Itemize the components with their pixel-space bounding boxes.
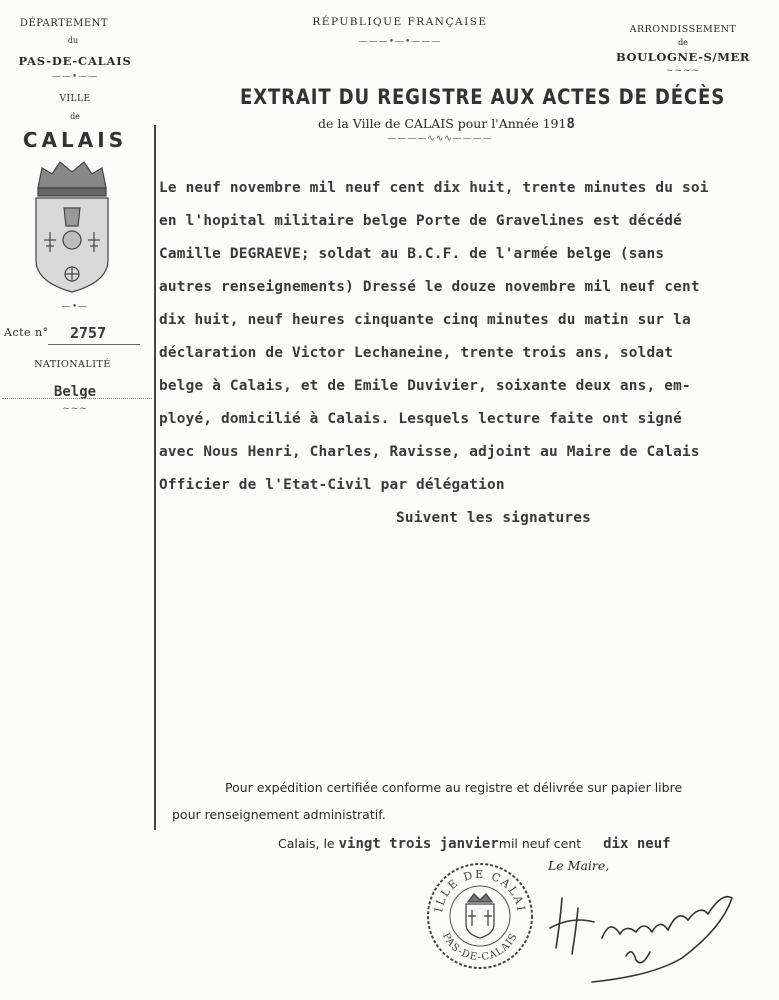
body-line: dix huit, neuf heures cinquante cinq minutes du matin sur la <box>159 312 691 328</box>
document-title: EXTRAIT DU REGISTRE AUX ACTES DE DÉCÈS <box>240 85 726 109</box>
margin-rule <box>154 125 156 830</box>
certification-line-1: Pour expédition certifiée conforme au registre et délivrée sur papier libre <box>225 780 683 795</box>
document-subtitle <box>318 116 575 132</box>
body-line: belge à Calais, et de Emile Duvivier, soixante deux ans, em- <box>159 378 691 394</box>
date-typed: vingt trois janvier <box>338 836 499 852</box>
ornament-title: ————∿∿∿———— <box>387 134 493 144</box>
departement-name: PAS-DE-CALAIS <box>18 54 132 68</box>
body-line: Officier de l'Etat-Civil par délégation <box>159 477 505 493</box>
place-prefix: Calais, le <box>278 836 335 851</box>
svg-text:PAS-DE-CALAIS <box>440 931 520 963</box>
issue-date-line <box>278 836 671 852</box>
body-line: Camille DEGRAEVE; soldat au B.C.F. de l'armée belge (sans <box>159 246 665 262</box>
body-line: ployé, domicilié à Calais. Lesquels lecture faite ont signé <box>159 411 682 427</box>
body-line: en l'hopital militaire belge Porte de Gravelines est décédé <box>159 213 682 229</box>
mayor-signature <box>532 868 752 992</box>
stamp-top-text: ILLE DE CALAI <box>432 867 528 914</box>
ornament-left-2: —•— <box>61 302 89 312</box>
nationalite-value: Belge <box>53 384 97 400</box>
le-maire-label: Le Maire, <box>548 858 610 873</box>
acte-number: 2757 <box>70 324 107 342</box>
ornament-left-3: ~~~ <box>62 404 88 414</box>
ornament-left-1: ——•—— <box>51 72 99 82</box>
mil-neuf-cent: mil neuf cent <box>498 836 582 851</box>
ville-label: VILLE <box>59 94 91 104</box>
ornament-center: ———•—•——— <box>358 37 442 47</box>
body-line: autres renseignements) Dressé le douze novembre mil neuf cent <box>159 279 700 295</box>
body-line: déclaration de Victor Lechaneine, trente trois ans, soldat <box>159 345 674 361</box>
ville-name: CALAIS <box>22 128 128 152</box>
republique-francaise: RÉPUBLIQUE FRANÇAISE <box>312 16 488 28</box>
body-line: Le neuf novembre mil neuf cent dix huit, trente minutes du soi <box>159 180 709 196</box>
year-typed: dix neuf <box>603 836 671 852</box>
nationalite-label: NATIONALITÉ <box>34 359 111 370</box>
calais-coat-of-arms <box>30 160 114 302</box>
certification-line-2: pour renseignement administratif. <box>172 807 386 822</box>
subtitle-text: de la Ville de CALAIS pour l'Année 191 <box>318 116 567 131</box>
ville-de: de <box>70 112 80 121</box>
signatures-line: Suivent les signatures <box>396 510 592 526</box>
departement-label: DÉPARTEMENT <box>19 18 109 29</box>
departement-du: du <box>67 36 79 45</box>
ornament-right: ~~~~ <box>665 66 701 76</box>
arrondissement-label: ARRONDISSEMENT <box>629 24 737 35</box>
nationalite-rule <box>2 398 152 400</box>
acte-number-rule <box>48 344 140 345</box>
arrondissement-de: de <box>678 38 688 47</box>
acte-label: Acte n° <box>4 326 49 339</box>
stamp-bottom-text: PAS-DE-CALAIS <box>440 931 521 964</box>
arrondissement-name: BOULOGNE-S/MER <box>615 50 751 64</box>
subtitle-year-digit: 8 <box>566 116 575 132</box>
official-stamp <box>424 860 536 976</box>
body-line: avec Nous Henri, Charles, Ravisse, adjoint au Maire de Calais <box>159 444 700 460</box>
